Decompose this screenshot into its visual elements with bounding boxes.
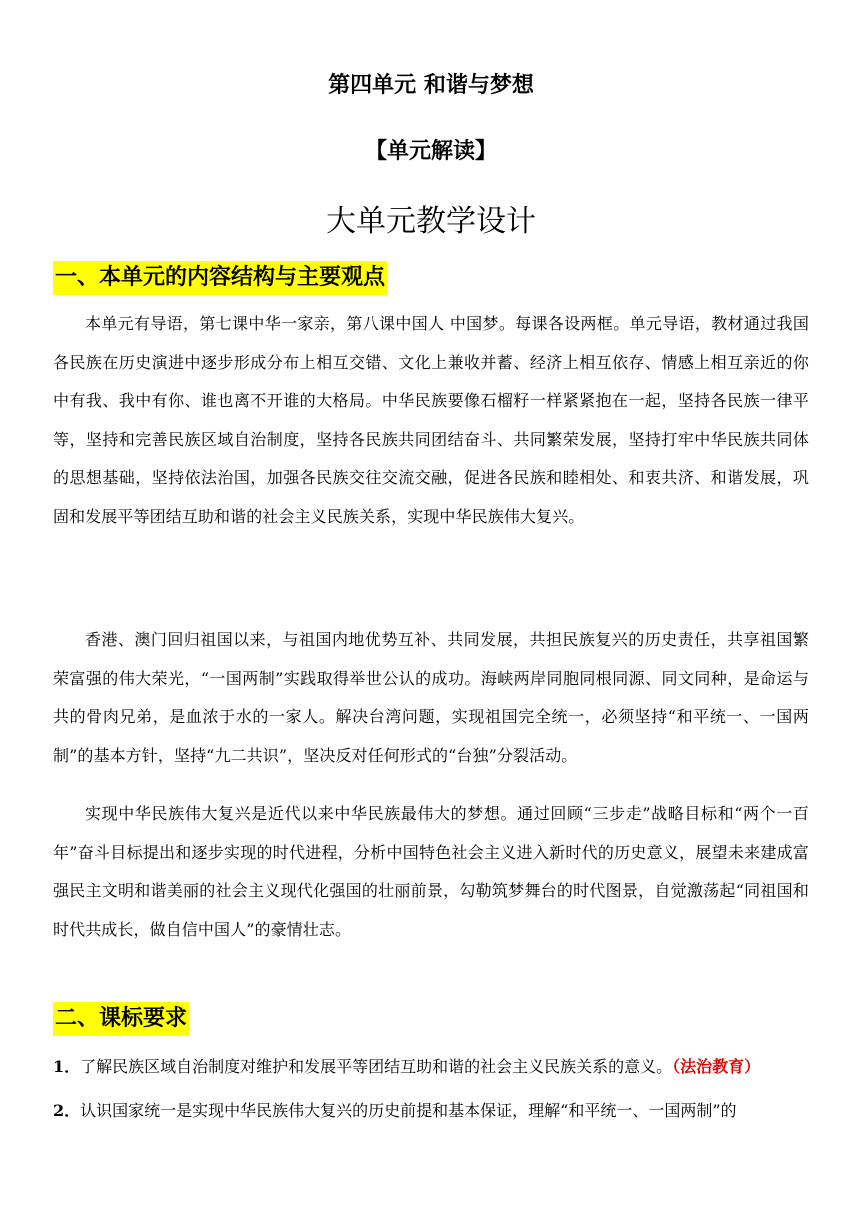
main-title: 大单元教学设计 — [326, 204, 536, 239]
section-heading-curriculum-requirements: 二、课标要求 — [53, 1002, 189, 1036]
requirement-item — [53, 1099, 809, 1123]
item-text: 认识国家统一是实现中华民族伟大复兴的历史前提和基本保证，理解“和平统一、一国两制”的 — [80, 1101, 737, 1120]
paragraph: 实现中华民族伟大复兴是近代以来中华民族最伟大的梦想。通过回顾“三步走”战略目标和“两个一百年”奋斗目标提出和逐步实现的时代进程，分析中国特色社会主义进入新时代的历史意义，展望未来建成富强民主文明和谐美丽的社会主义现代化强国的壮丽前景，勾勒筑梦舞台的时代图景，自觉激荡起“同祖国和时代共成长，做自信中国人”的豪情壮志。 — [53, 804, 809, 939]
item-number: 1． — [53, 1057, 81, 1076]
requirement-item — [53, 1055, 809, 1079]
interpretation-title: 【单元解读】 — [364, 139, 497, 164]
item-number: 2． — [53, 1101, 81, 1120]
paragraph: 香港、澳门回归祖国以来，与祖国内地优势互补、共同发展，共担民族复兴的历史责任，共享祖国繁荣富强的伟大荣光，“一国两制”实践取得举世公认的成功。海峡两岸同胞同根同源、同文同种，是命运与共的骨肉兄弟，是血浓于水的一家人。解决台湾问题，实现祖国完全统一，必须坚持“和平统一、一国两制”的基本方针，坚持“九二共识”，坚决反对任何形式的“台独”分裂活动。 — [53, 630, 809, 765]
item-tag: （法治教育） — [672, 1057, 761, 1076]
unit-title: 第四单元 和谐与梦想 — [328, 73, 534, 98]
paragraph: 本单元有导语，第七课中华一家亲，第八课中国人 中国梦。每课各设两框。单元导语，教材通过我国各民族在历史演进中逐步形成分布上相互交错、文化上兼收并蓄、经济上相互依存、情感上相互亲近的你中有我、我中有你、谁也离不开谁的大格局。中华民族要像石榴籽一样紧紧抱在一起，坚持各民族一律平等，坚持和完善民族区域自治制度，坚持各民族共同团结奋斗、共同繁荣发展，坚持打牢中华民族共同体的思想基础，坚持依法治国，加强各民族交往交流交融，促进各民族和睦相处、和衷共济、和谐发展，巩固和发展平等团结互助和谐的社会主义民族关系，实现中华民族伟大复兴。 — [53, 314, 809, 526]
section-heading-content-structure: 一、本单元的内容结构与主要观点 — [53, 261, 387, 295]
item-text: 了解民族区域自治制度对维护和发展平等团结互助和谐的社会主义民族关系的意义。 — [80, 1057, 673, 1076]
